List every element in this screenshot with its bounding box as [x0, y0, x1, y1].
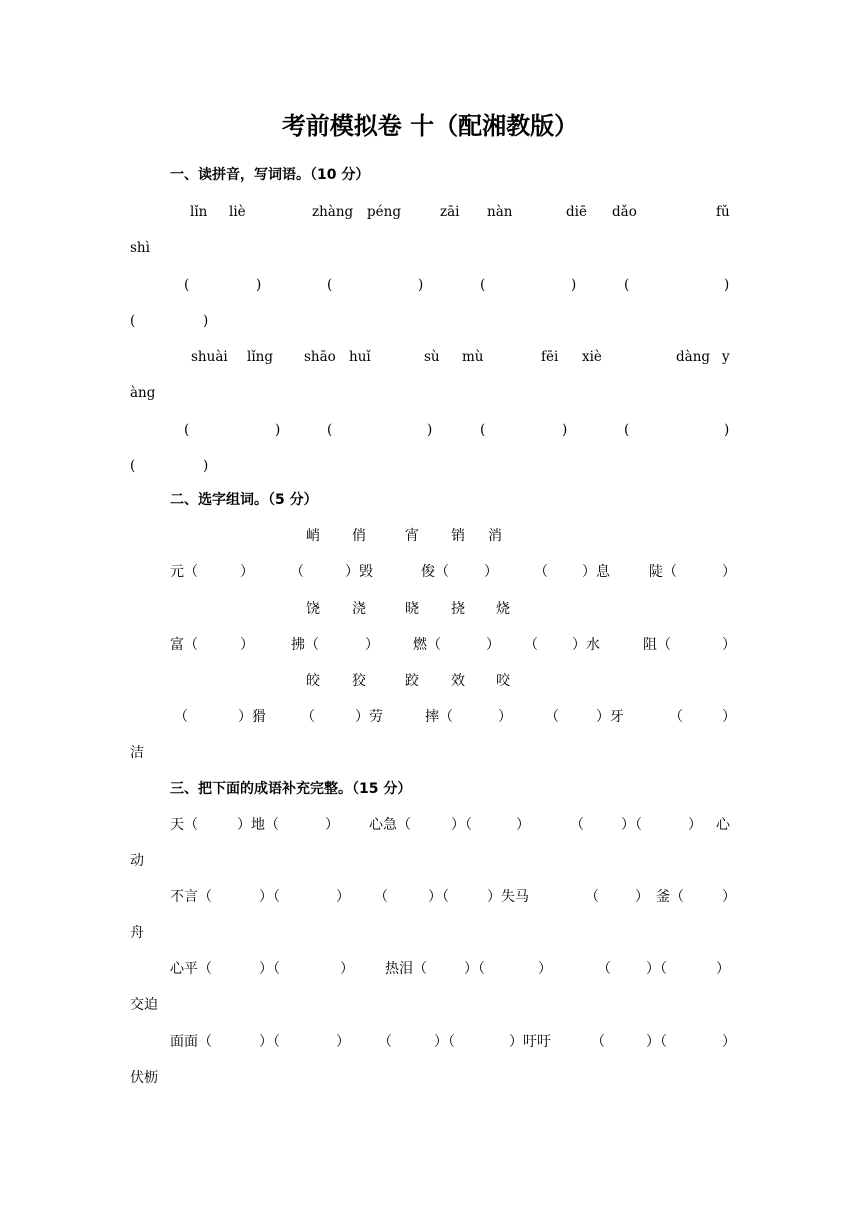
word-blank: ）息 — [582, 564, 610, 580]
pinyin-syllable: sù — [424, 349, 440, 365]
idiom-wrap: 舟 — [130, 925, 144, 941]
word-blank: ）牙 — [596, 709, 624, 725]
idiom-part[interactable]: 天（ — [170, 817, 198, 833]
blank-close-paren: ) — [418, 277, 424, 293]
idiom-wrap: 动 — [130, 853, 144, 869]
word-blank: ） — [486, 637, 500, 653]
section-3-heading: 三、把下面的成语补充完整。（15 分） — [170, 781, 412, 797]
blank-close-paren: ) — [275, 422, 281, 438]
blank-open-paren[interactable]: ( — [184, 277, 190, 293]
word-blank: ）水 — [572, 637, 600, 653]
blank-close-paren: ) — [562, 422, 568, 438]
blank-close-paren: ) — [571, 277, 577, 293]
choice-char: 峭 — [306, 528, 320, 544]
word-blank[interactable]: （ — [534, 564, 548, 580]
word-blank[interactable]: （ — [174, 709, 188, 725]
idiom-part[interactable]: （ — [374, 889, 388, 905]
choice-char: 宵 — [405, 528, 419, 544]
blank-close-paren: ) — [203, 313, 209, 329]
word-blank: ） — [365, 637, 379, 653]
choice-char: 销 — [451, 528, 465, 544]
idiom-part[interactable]: （ — [570, 817, 584, 833]
pinyin-syllable: àng — [130, 385, 156, 401]
idiom-part: ） — [325, 817, 339, 833]
idiom-part[interactable]: 面面（ — [170, 1034, 212, 1050]
word-blank[interactable]: （ — [545, 709, 559, 725]
idiom-part[interactable]: 釜（ — [656, 889, 684, 905]
word-blank[interactable]: 元（ — [170, 564, 198, 580]
blank-open-paren[interactable]: ( — [624, 277, 630, 293]
word-blank[interactable]: 摔（ — [425, 709, 453, 725]
choice-char: 浇 — [352, 601, 366, 617]
pinyin-syllable: huǐ — [349, 349, 371, 365]
blank-close-paren: ) — [427, 422, 433, 438]
word-blank[interactable]: （ — [290, 564, 304, 580]
choice-char: 消 — [488, 528, 502, 544]
blank-open-paren[interactable]: ( — [624, 422, 630, 438]
choice-char: 跤 — [405, 673, 419, 689]
pinyin-syllable: fēi — [541, 349, 559, 365]
idiom-part[interactable]: ）（ — [451, 817, 472, 833]
idiom-part: ） — [516, 817, 530, 833]
choice-char: 晓 — [405, 601, 419, 617]
page-title: 考前模拟卷 十（配湘教版） — [281, 112, 579, 140]
word-blank[interactable]: 陡（ — [649, 564, 677, 580]
idiom-part: ） — [538, 961, 552, 977]
pinyin-syllable: lǐng — [247, 349, 273, 365]
pinyin-syllable: zāi — [440, 204, 460, 220]
choice-char: 饶 — [306, 601, 320, 617]
word-blank: ）猾 — [238, 709, 266, 725]
idiom-part: ） — [716, 961, 730, 977]
choice-char: 俏 — [352, 528, 366, 544]
choice-char: 咬 — [496, 673, 510, 689]
choice-char: 狡 — [352, 673, 366, 689]
idiom-part[interactable]: ）（ — [259, 961, 280, 977]
idiom-part[interactable]: ）（ — [621, 817, 642, 833]
idiom-part: ） — [635, 889, 649, 905]
blank-open-paren[interactable]: ( — [130, 458, 136, 474]
blank-open-paren[interactable]: ( — [327, 277, 333, 293]
word-blank[interactable]: 俊（ — [421, 564, 449, 580]
word-blank[interactable]: （ — [524, 637, 538, 653]
pinyin-syllable: shuài — [191, 349, 228, 365]
pinyin-syllable: xiè — [582, 349, 602, 365]
idiom-part: ） — [722, 889, 736, 905]
idiom-part[interactable]: 心急（ — [369, 817, 411, 833]
word-blank: ） — [722, 709, 736, 725]
word-blank[interactable]: 富（ — [170, 637, 198, 653]
idiom-part[interactable]: 不言（ — [170, 889, 212, 905]
idiom-part[interactable]: （ — [585, 889, 599, 905]
word-blank: ） — [498, 709, 512, 725]
word-blank: ） — [240, 637, 254, 653]
blank-open-paren[interactable]: ( — [480, 422, 486, 438]
word-blank[interactable]: 阻（ — [643, 637, 671, 653]
idiom-wrap: 伏枥 — [130, 1070, 158, 1086]
pinyin-syllable: y — [722, 349, 730, 365]
idiom-part[interactable]: （ — [597, 961, 611, 977]
idiom-part: ）吁吁 — [509, 1034, 551, 1050]
section-2-heading: 二、选字组词。（5 分） — [170, 492, 318, 508]
word-blank: ） — [722, 637, 736, 653]
word-blank-wrap: 洁 — [130, 745, 144, 761]
pinyin-syllable: fǔ — [716, 204, 730, 220]
idiom-part[interactable]: ）（ — [646, 961, 667, 977]
pinyin-syllable: liè — [229, 204, 246, 220]
pinyin-syllable: mù — [462, 349, 484, 365]
choice-char: 挠 — [451, 601, 465, 617]
word-blank[interactable]: （ — [301, 709, 315, 725]
pinyin-syllable: dàng — [676, 349, 711, 365]
idiom-part: ） — [336, 889, 350, 905]
idiom-part[interactable]: （ — [591, 1034, 605, 1050]
idiom-part[interactable]: ）（ — [259, 889, 280, 905]
idiom-part: ） — [340, 961, 354, 977]
blank-open-paren[interactable]: ( — [327, 422, 333, 438]
word-blank[interactable]: （ — [669, 709, 683, 725]
pinyin-syllable: zhàng — [312, 204, 354, 220]
idiom-part[interactable]: ）（ — [434, 1034, 455, 1050]
idiom-part[interactable]: 热泪（ — [385, 961, 427, 977]
word-blank: ）毁 — [345, 564, 373, 580]
blank-open-paren[interactable]: ( — [480, 277, 486, 293]
word-blank[interactable]: 拂（ — [291, 637, 319, 653]
blank-open-paren[interactable]: ( — [184, 422, 190, 438]
section-1-heading: 一、读拼音，写词语。（10 分） — [170, 167, 370, 183]
idiom-wrap: 交迫 — [130, 997, 158, 1013]
choice-char: 皎 — [306, 673, 320, 689]
blank-close-paren: ) — [203, 458, 209, 474]
idiom-part[interactable]: ）（ — [428, 889, 449, 905]
idiom-part[interactable]: ）（ — [464, 961, 485, 977]
idiom-part[interactable]: ）（ — [646, 1034, 667, 1050]
idiom-part[interactable]: ）地（ — [237, 817, 279, 833]
blank-close-paren: ) — [256, 277, 262, 293]
choice-char: 烧 — [496, 601, 510, 617]
idiom-part: ）失马 — [487, 889, 529, 905]
word-blank: ） — [722, 564, 736, 580]
blank-close-paren: ) — [724, 422, 730, 438]
word-blank: ）劳 — [355, 709, 383, 725]
idiom-part[interactable]: ）（ — [259, 1034, 280, 1050]
idiom-part: ） — [688, 817, 702, 833]
word-blank: ） — [240, 564, 254, 580]
pinyin-syllable: shāo — [304, 349, 336, 365]
blank-open-paren[interactable]: ( — [130, 313, 136, 329]
pinyin-syllable: shì — [130, 240, 150, 256]
pinyin-syllable: nàn — [487, 204, 513, 220]
idiom-part[interactable]: （ — [378, 1034, 392, 1050]
word-blank: ） — [484, 564, 498, 580]
idiom-part[interactable]: 心平（ — [170, 961, 212, 977]
idiom-part: ） — [336, 1034, 350, 1050]
idiom-part: ） — [722, 1034, 736, 1050]
idiom-part: 心 — [716, 817, 730, 833]
pinyin-syllable: lǐn — [190, 204, 208, 220]
choice-char: 效 — [451, 673, 465, 689]
pinyin-syllable: péng — [367, 204, 401, 220]
pinyin-syllable: dǎo — [612, 204, 637, 220]
pinyin-syllable: diē — [566, 204, 587, 220]
word-blank[interactable]: 燃（ — [413, 637, 441, 653]
blank-close-paren: ) — [724, 277, 730, 293]
